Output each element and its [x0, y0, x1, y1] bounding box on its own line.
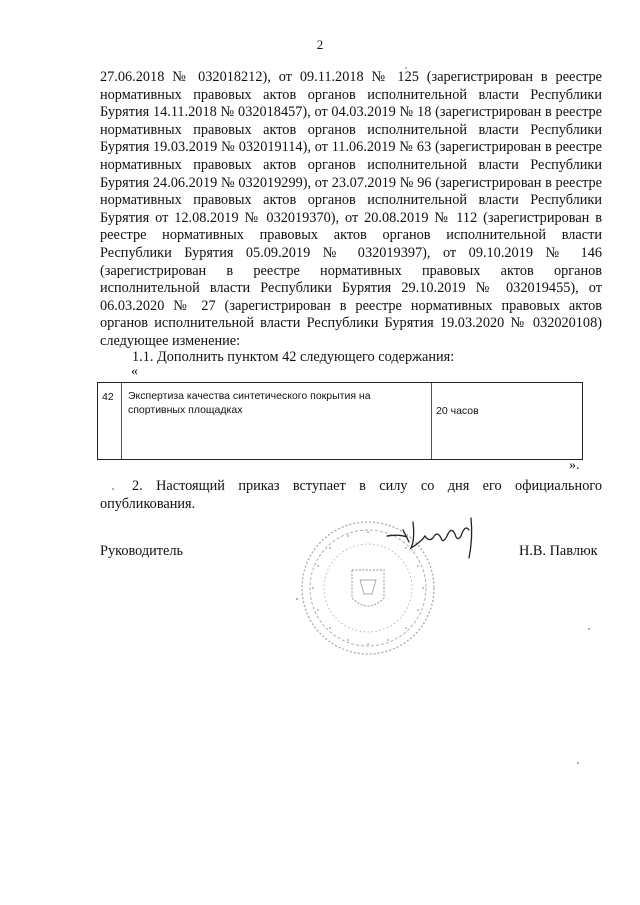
signatory-title: Руководитель	[100, 543, 184, 559]
scan-speck	[112, 488, 114, 490]
body-text: 27.06.2018 № 032018212), от 09.11.2018 № 125 (зарегистрирован в реестре нормативных правовых актов органов исполнительной власти Республики Бурятия 14.11.2018 № 032018457), от 04.03.2019 № 18 (зарегистрирован в реестре нормативных правовых актов органов исполнительной власти Республики Бурятия 19.03.2019 № 032019114), от 11.06.2019 № 63 (зарегистрирован в реестре нормативных правовых актов органов исполнительной власти Республики Бурятия 24.06.2019 № 032019299), от 23.07.2019 № 96 (зарегистрирован в реестре нормативных правовых актов органов исполнительной власти Республики Бурятия от 12.08.2019 № 032019370), от 20.08.2019 № 112 (зарегистрирован в реестре нормативных правовых актов органов исполнительной власти Республики Бурятия 05.09.2019 № 032019397), от 09.10.2019 № 146 (зарегистрирован в реестре нормативных правовых актов органов исполнительной власти Республики Бурятия 29.10.2019 № 032019455), от 06.03.2020 № 27 (зарегистрирован в реестре нормативных правовых актов органов исполнительной власти Республики Бурятия 19.03.2020 № 032020108) следующее изменение:	[100, 69, 602, 349]
scan-speck	[405, 67, 407, 69]
effect-paragraph: 2. Настоящий приказ вступает в силу со дня его официального опубликования.	[100, 478, 602, 512]
page-number: 2	[316, 37, 324, 52]
table-cell-name: Экспертиза качества синтетического покрытия на спортивных площадках	[122, 383, 432, 459]
table-cell-number: 42	[98, 383, 122, 459]
scan-speck	[588, 628, 590, 630]
handwritten-signature	[385, 512, 480, 562]
scan-speck	[296, 598, 298, 600]
amendment-table	[97, 382, 583, 460]
quote-close: ».	[569, 458, 580, 473]
table-cell-hours: 20 часов	[436, 405, 479, 417]
signatory-name: Н.В. Павлюк	[519, 543, 598, 559]
scan-speck	[577, 762, 579, 764]
amendment-text: 1.1. Дополнить пунктом 42 следующего содержания:	[132, 349, 455, 365]
quote-open: «	[131, 364, 138, 379]
